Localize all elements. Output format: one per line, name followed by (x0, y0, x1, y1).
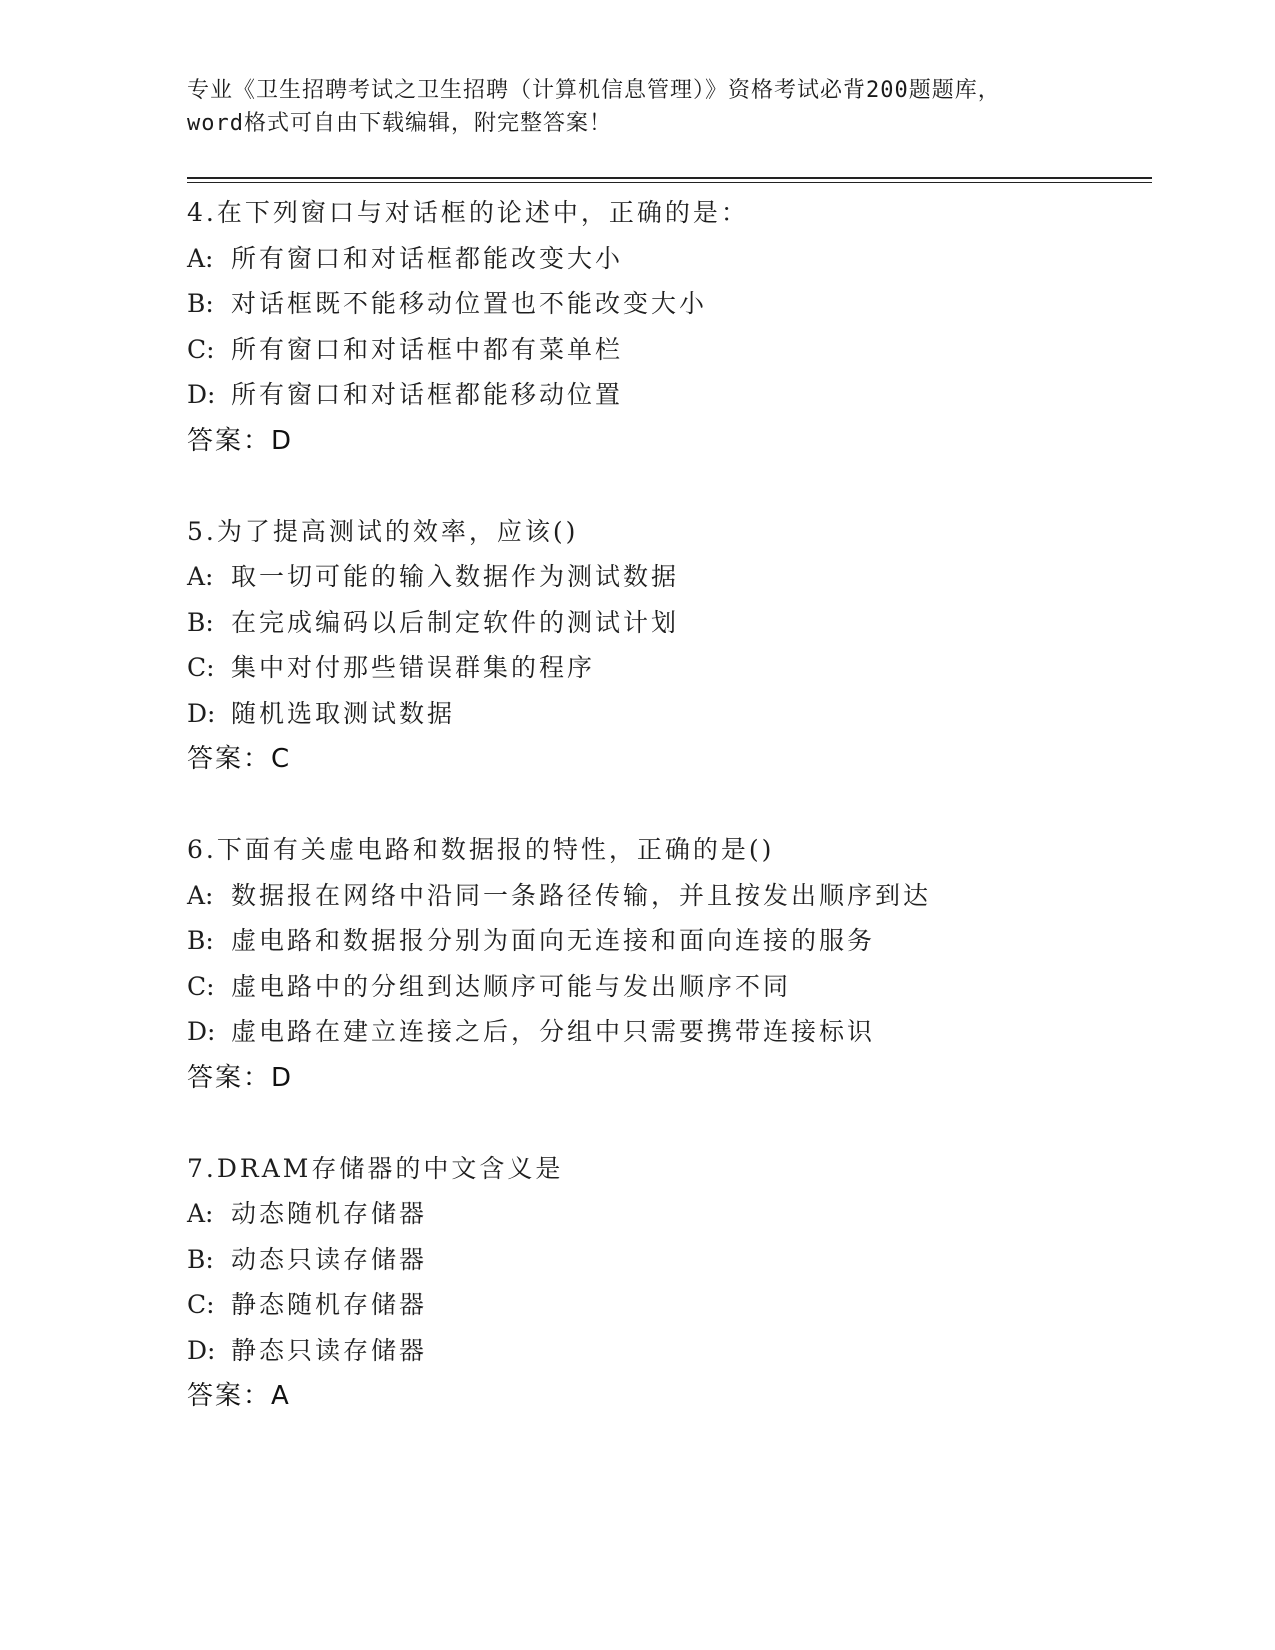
document-header (187, 74, 1147, 140)
option-text: 虚电路和数据报分别为面向无连接和面向连接的服务 (231, 926, 876, 955)
option-key: D: (187, 698, 216, 728)
question-stem: 6.下面有关虚电路和数据报的特性，正确的是() (187, 835, 775, 864)
option-key: B: (187, 289, 214, 318)
option-key: B: (187, 607, 214, 637)
question-stem: 4.在下列窗口与对话框的论述中，正确的是： (187, 198, 749, 227)
header-divider-thin (187, 182, 1152, 183)
option-text: 静态只读存储器 (231, 1335, 428, 1365)
option-b (187, 600, 1187, 646)
option-c (187, 964, 1187, 1010)
answer-line: 答案：C (187, 744, 292, 774)
option-text: 在完成编码以后制定软件的测试计划 (231, 607, 680, 637)
option-text: 静态随机存储器 (231, 1290, 428, 1319)
answer-line: 答案：D (187, 1062, 294, 1093)
answer-line: 答案：D (187, 425, 294, 456)
option-d (187, 1328, 1187, 1374)
option-key: D: (187, 1017, 216, 1046)
answer-line: 答案：A (187, 1381, 291, 1411)
option-text: 动态只读存储器 (231, 1244, 428, 1274)
question-7 (187, 1146, 1187, 1420)
option-text: 取一切可能的输入数据作为测试数据 (231, 562, 680, 591)
option-key: C: (187, 653, 215, 682)
option-key: A: (187, 243, 214, 273)
option-key: A: (187, 562, 214, 591)
option-text: 随机选取测试数据 (231, 698, 456, 728)
option-text: 虚电路中的分组到达顺序可能与发出顺序不同 (231, 971, 792, 1001)
question-stem: 7.DRAM存储器的中文含义是 (187, 1153, 564, 1183)
option-key: C: (187, 334, 215, 364)
option-b (187, 918, 1187, 964)
option-text: 对话框既不能移动位置也不能改变大小 (231, 289, 708, 318)
option-c (187, 327, 1187, 373)
option-b (187, 1237, 1187, 1283)
question-list (187, 190, 1187, 1464)
header-line-2: word格式可自由下载编辑，附完整答案！ (187, 111, 612, 136)
option-key: C: (187, 1290, 215, 1319)
option-text: 动态随机存储器 (231, 1199, 428, 1228)
option-key: C: (187, 971, 215, 1001)
option-text: 虚电路在建立连接之后，分组中只需要携带连接标识 (231, 1017, 876, 1046)
question-4 (187, 190, 1187, 464)
header-line-1: 专业《卫生招聘考试之卫生招聘（计算机信息管理）》资格考试必背200题题库， (187, 78, 1001, 103)
option-d (187, 1009, 1187, 1055)
option-key: A: (187, 880, 214, 910)
option-key: D: (187, 380, 216, 409)
option-text: 所有窗口和对话框都能移动位置 (231, 380, 624, 409)
question-6 (187, 827, 1187, 1101)
option-a (187, 236, 1187, 282)
option-c (187, 645, 1187, 691)
option-text: 所有窗口和对话框中都有菜单栏 (231, 334, 624, 364)
option-d (187, 691, 1187, 737)
option-key: B: (187, 926, 214, 955)
option-d (187, 372, 1187, 418)
option-a (187, 1191, 1187, 1237)
option-text: 数据报在网络中沿同一条路径传输，并且按发出顺序到达 (231, 880, 932, 910)
option-key: D: (187, 1335, 216, 1365)
header-divider-thick (187, 177, 1152, 179)
question-stem: 5.为了提高测试的效率，应该() (187, 516, 579, 546)
option-key: B: (187, 1244, 214, 1274)
option-key: A: (187, 1199, 214, 1228)
option-c (187, 1282, 1187, 1328)
option-text: 所有窗口和对话框都能改变大小 (231, 243, 624, 273)
option-b (187, 281, 1187, 327)
option-a (187, 554, 1187, 600)
question-5 (187, 509, 1187, 783)
option-text: 集中对付那些错误群集的程序 (231, 653, 596, 682)
option-a (187, 873, 1187, 919)
